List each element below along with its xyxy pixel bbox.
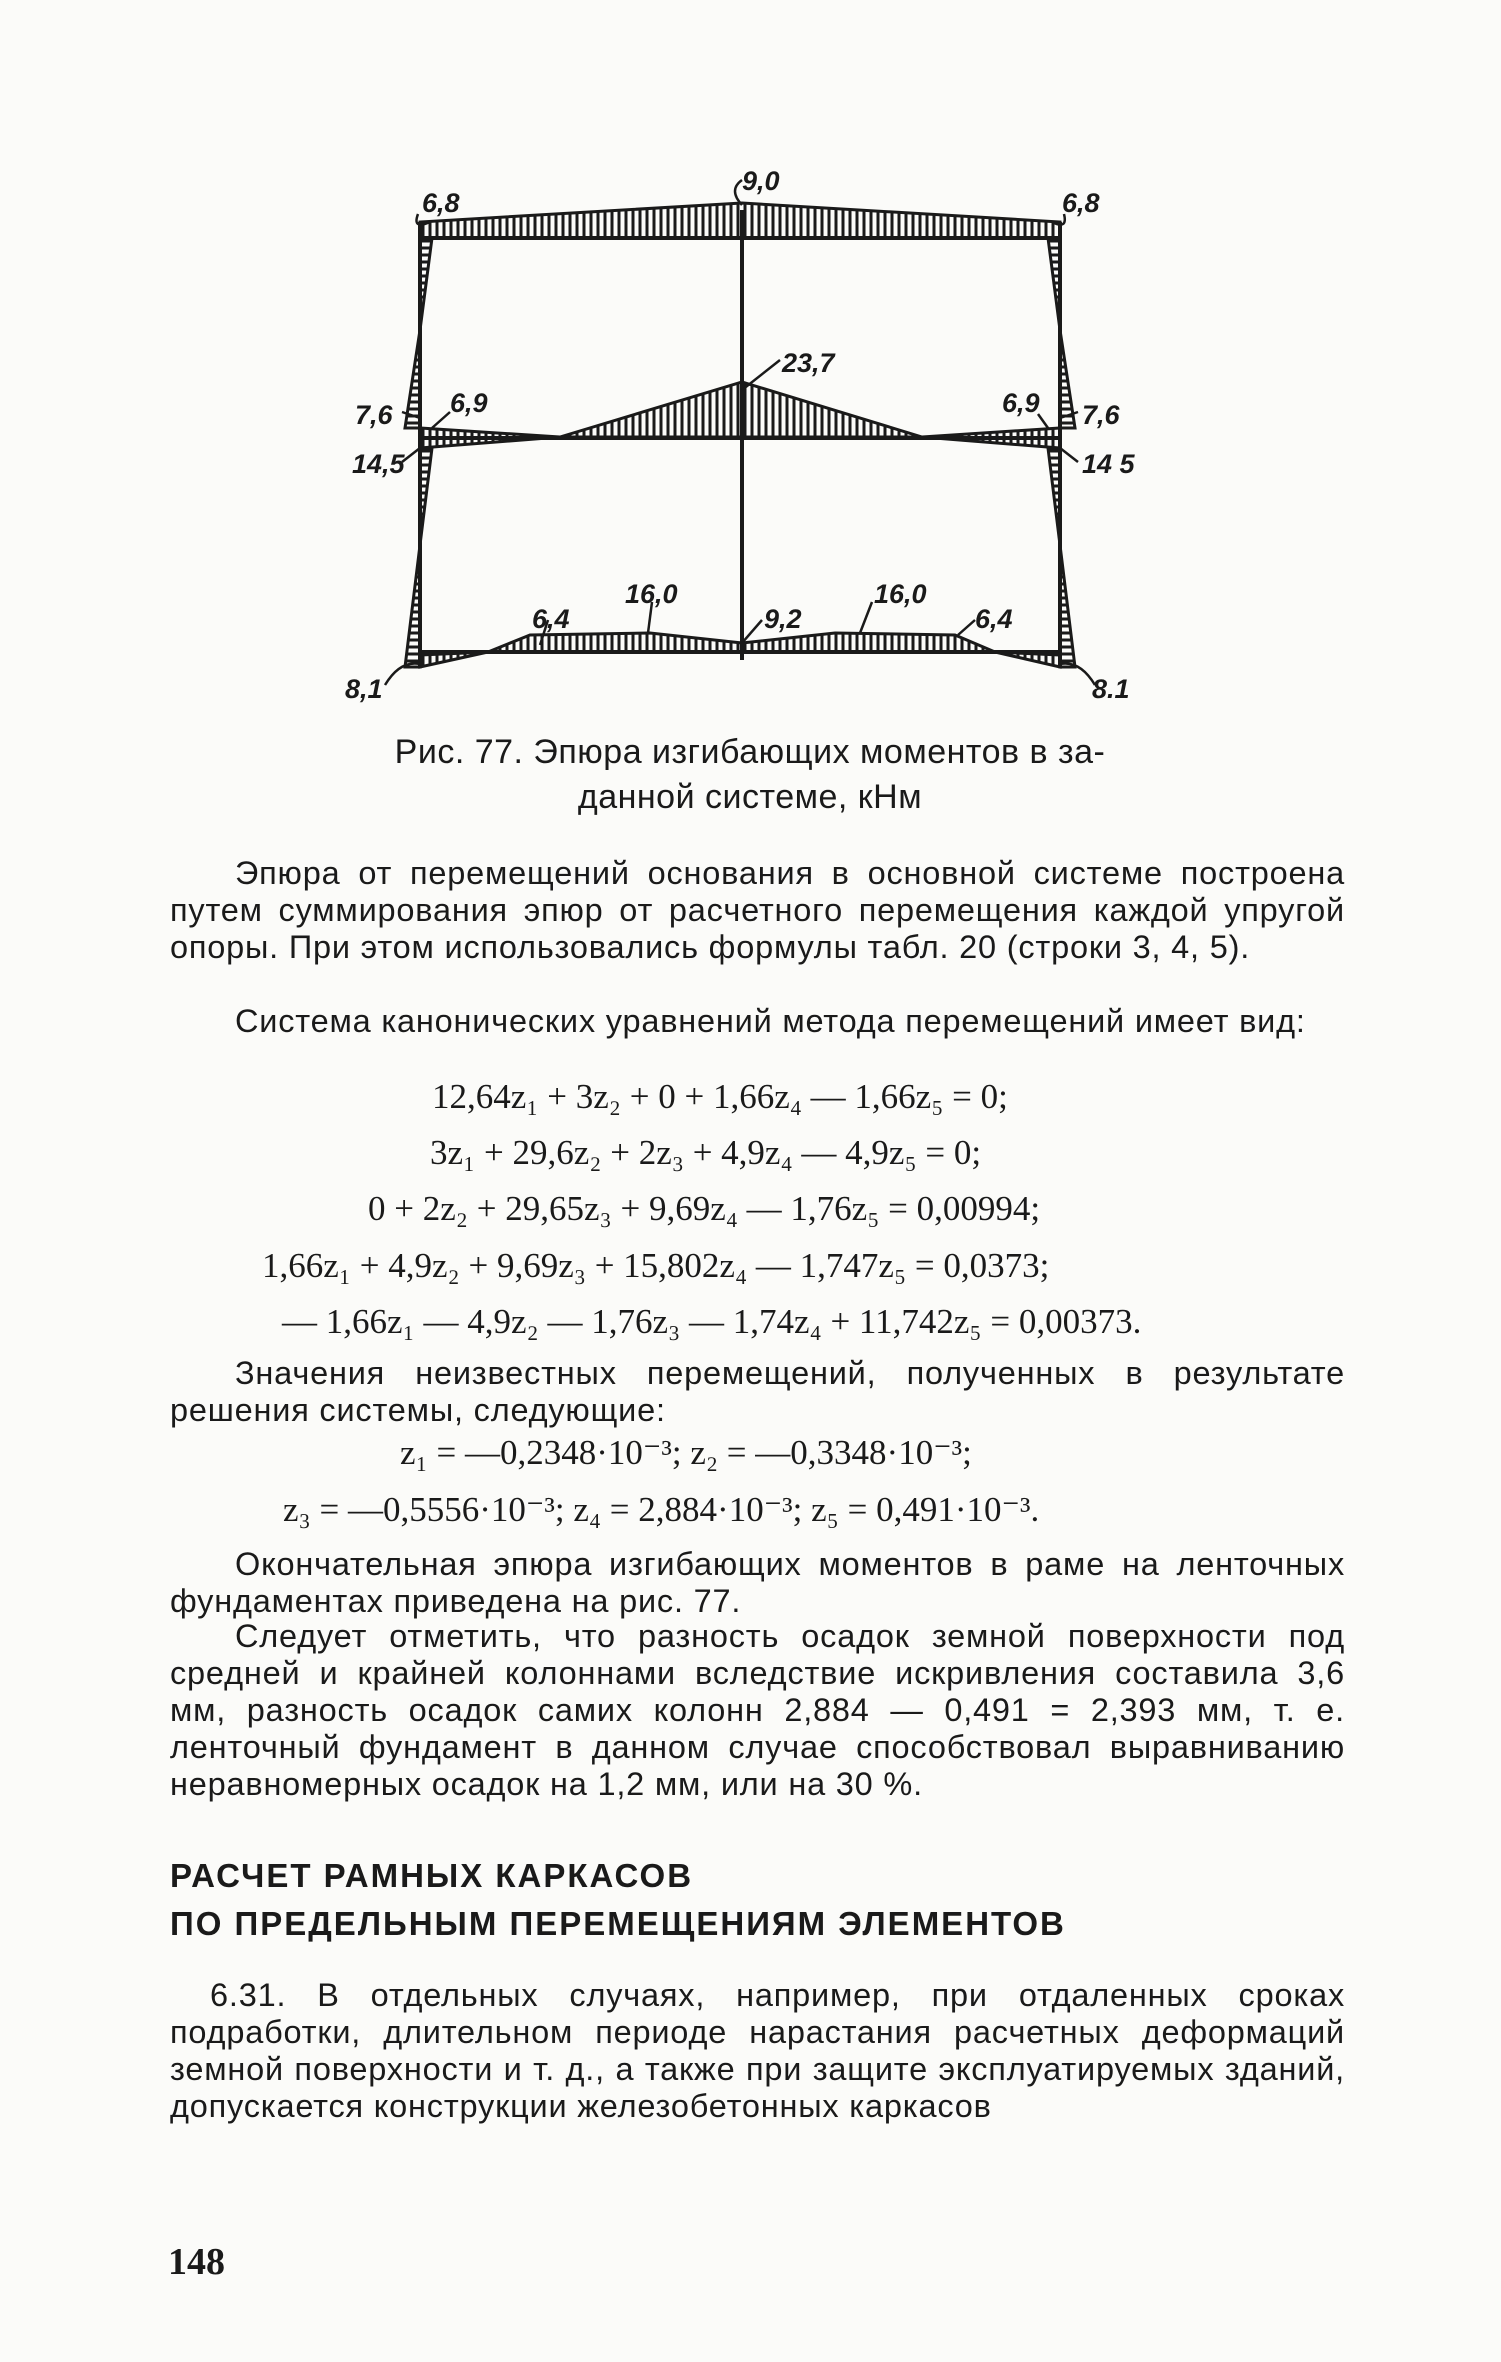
caption-line-2: данной системе, кНм [577, 778, 923, 816]
label-mid-right-inner: 6,9 [1002, 388, 1040, 418]
label-mid-left-lower: 14,5 [352, 449, 405, 479]
equation-2: 3z₁ + 29,6z₂ + 2z₃ + 4,9z₄ — 4,9z₅ = 0; [430, 1133, 982, 1172]
paragraph-4: Окончательная эпюра изгибающих моментов в раме на ленточных фундаментах приведена на рис. 77. [170, 1546, 1345, 1619]
frame-lines [420, 210, 1060, 667]
label-bot-mid: 9,2 [764, 604, 802, 634]
moment-fill-bottom-left [420, 652, 488, 667]
label-bot-right-1: 6,4 [975, 604, 1013, 634]
solution-1: z₁ = —0,2348·10⁻³; z₂ = —0,3348·10⁻³; [400, 1433, 972, 1472]
moment-fill-bottom-mid-right [742, 633, 995, 652]
moment-fill-bottom-mid-left [488, 633, 742, 652]
caption-line-1: Рис. 77. Эпюра изгибающих моментов в за- [394, 733, 1106, 771]
label-bot-right-support: 8.1 [1092, 674, 1130, 704]
paragraph-2: Система канонических уравнений метода перемещений имеет вид: [235, 1003, 1306, 1039]
paragraph-6: 6.31. В отдельных случаях, например, при отдаленных сроках подработки, длительном периоде нарастания расчетных деформаций земной поверхности и т. д., а также при защите эксплуатируемых зданий, допускается конструкции железобетонных каркасов [170, 1977, 1345, 2124]
label-top-right: 6,8 [1062, 188, 1100, 218]
label-bot-left-2: 16,0 [625, 579, 678, 609]
moment-fill-bottom-right [995, 652, 1060, 667]
label-mid-center: 23,7 [782, 348, 835, 378]
equation-3: 0 + 2z₂ + 29,65z₃ + 9,69z₄ — 1,76z₅ = 0,00994; [368, 1189, 1041, 1228]
section-heading-line-2: ПО ПРЕДЕЛЬНЫМ ПЕРЕМЕЩЕНИЯМ ЭЛЕМЕНТОВ [170, 1905, 1066, 1942]
equation-5: — 1,66z₁ — 4,9z₂ — 1,76z₃ — 1,74z₄ + 11,742z₅ = 0,00373. [282, 1302, 1142, 1341]
paragraph-5: Следует отметить, что разность осадок земной поверхности под средней и крайней колоннами вследствие искривления составила 3,6 мм, разность осадок самих колонн 2,884 — 0,491 = 2,393 мм, т. е. ленточный фундамент в данном случае способствовал выравниванию неравномерных осадок на 1,2 мм, или на 30 %. [170, 1618, 1345, 1802]
label-top-left: 6,8 [422, 188, 460, 218]
label-mid-right-outer: 7,6 [1082, 400, 1120, 430]
page-number: 148 [168, 2241, 225, 2283]
label-bot-left-1: 6,4 [532, 604, 570, 634]
equation-1: 12,64z₁ + 3z₂ + 0 + 1,66z₄ — 1,66z₅ = 0; [432, 1077, 1008, 1116]
paragraph-1: Эпюра от перемещений основания в основной системе построена путем суммирования эпюр от расчетного перемещения каждой упругой опоры. При этом использовались формулы табл. 20 (строки 3, 4, 5). [170, 855, 1345, 965]
label-mid-left-outer: 7,6 [355, 400, 393, 430]
label-top-mid: 9,0 [742, 166, 780, 196]
equation-4: 1,66z₁ + 4,9z₂ + 9,69z₃ + 15,802z₄ — 1,747z₅ = 0,0373; [262, 1246, 1050, 1285]
section-heading-line-1: РАСЧЕТ РАМНЫХ КАРКАСОВ [170, 1857, 694, 1894]
solution-2: z₃ = —0,5556·10⁻³; z₄ = 2,884·10⁻³; z₅ = 0,491·10⁻³. [283, 1490, 1040, 1529]
figure-caption [300, 730, 1200, 820]
paragraph-3: Значения неизвестных перемещений, полученных в результате решения системы, следующие: [170, 1355, 1345, 1428]
label-mid-left-inner: 6,9 [450, 388, 488, 418]
bending-moment-diagram [0, 0, 1501, 720]
label-mid-right-lower: 14 5 [1082, 449, 1135, 479]
label-bot-left-support: 8,1 [345, 674, 383, 704]
label-bot-right-2: 16,0 [874, 579, 927, 609]
